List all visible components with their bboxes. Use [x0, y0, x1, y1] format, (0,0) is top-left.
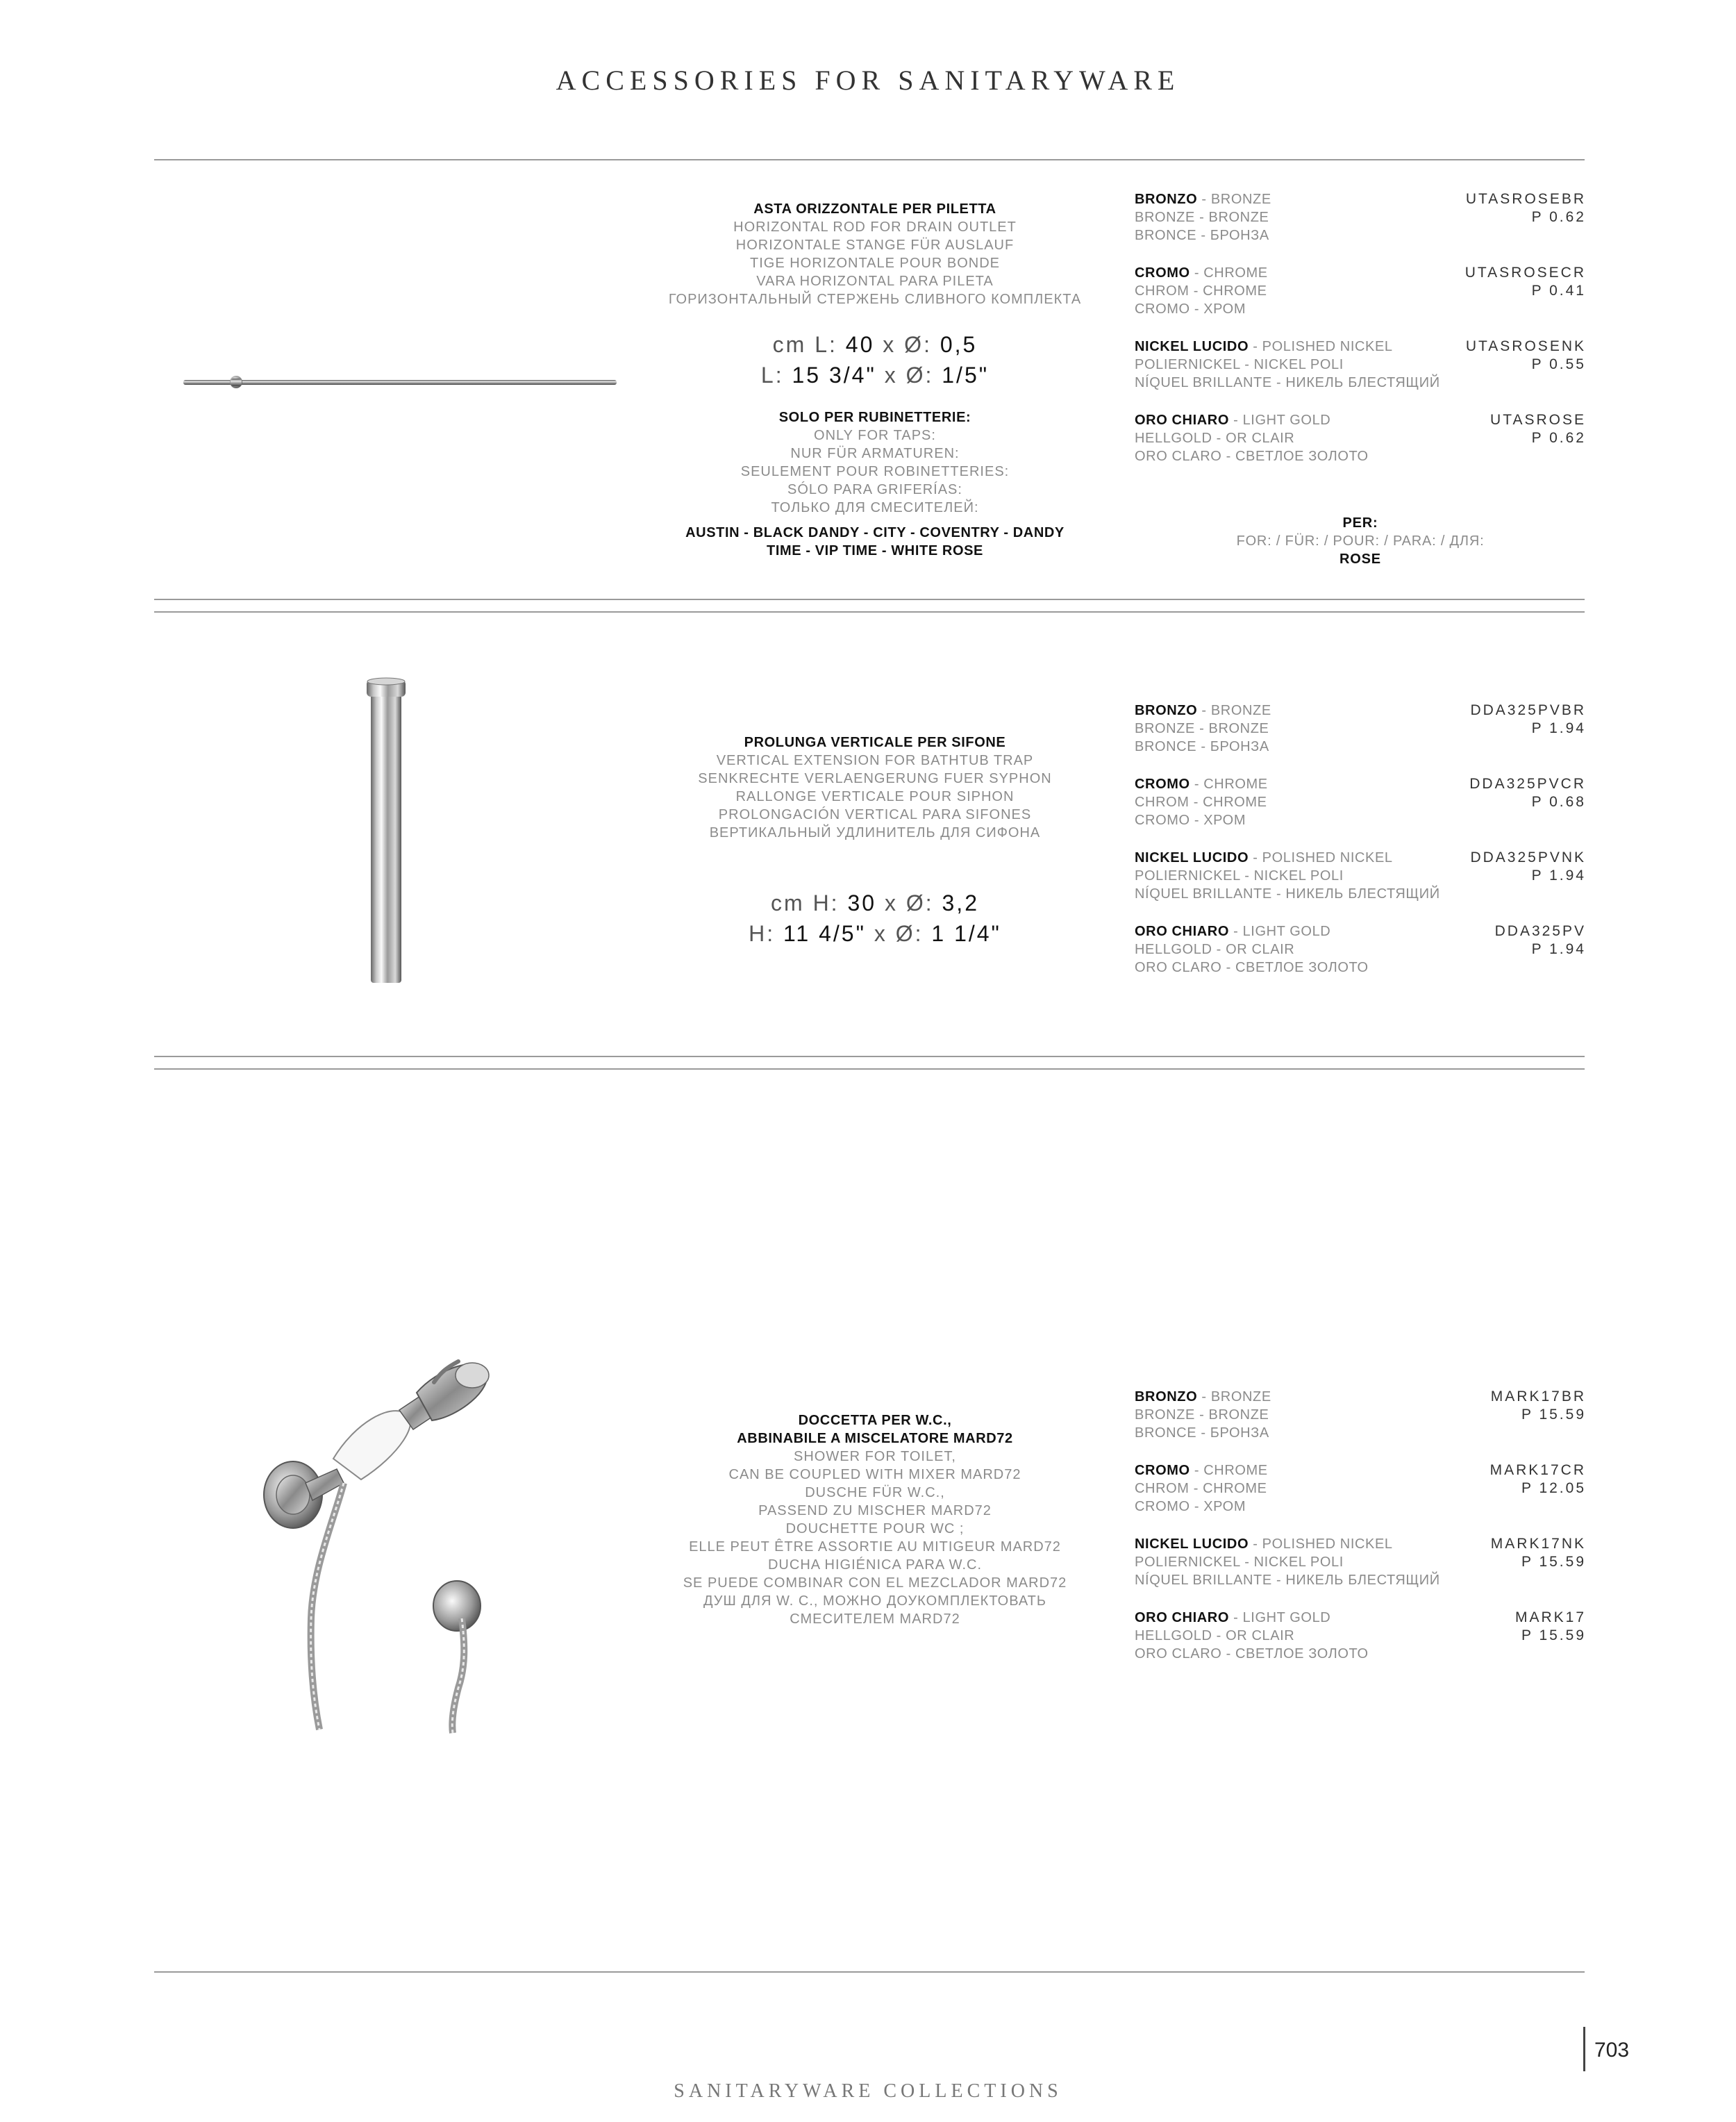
dims-value: 15 3/4" — [792, 363, 876, 388]
finish-translation: NÍQUEL BRILLANTE - НИКЕЛЬ БЛЕСТЯЩИЙ — [1135, 375, 1440, 390]
finish-row-bronze — [1135, 1388, 1586, 1461]
finish-translation: BRONCE - БРОНЗА — [1135, 1425, 1269, 1441]
page-title: ACCESSORIES FOR SANITARYWARE — [556, 65, 1180, 96]
dims-value: 11 4/5" — [783, 921, 866, 946]
finish-translation: ORO CLARO - СВЕТЛОЕ ЗОЛОТО — [1135, 449, 1369, 464]
product-dimensions — [639, 888, 1111, 949]
product-price: P 0.68 — [1531, 794, 1586, 810]
finish-translation: BRONZE - BRONZE — [1135, 210, 1269, 225]
product-code: UTASROSENK — [1465, 338, 1586, 354]
footer-collection: SANITARYWARE COLLECTIONS — [674, 2080, 1062, 2102]
finish-translation: HELLGOLD - OR CLAIR — [1135, 431, 1295, 446]
finish-name-translation: - LIGHT GOLD — [1229, 924, 1331, 939]
product-translation: VARA HORIZONTAL PARA PILETA — [756, 274, 994, 289]
product-code: DDA325PVNK — [1470, 849, 1586, 865]
product-title: DOCCETTA PER W.C., — [798, 1413, 952, 1428]
product-price: P 1.94 — [1531, 941, 1586, 957]
finish-name-translation: - POLISHED NICKEL — [1249, 850, 1393, 865]
finish-name-translation: - BRONZE — [1197, 1389, 1271, 1404]
product-translation: CAN BE COUPLED WITH MIXER MARD72 — [728, 1467, 1021, 1482]
product-code: MARK17CR — [1489, 1462, 1586, 1478]
finish-row-chrome — [1135, 775, 1586, 849]
finish-name-translation: - POLISHED NICKEL — [1249, 1536, 1393, 1552]
finish-name: BRONZO — [1135, 1389, 1198, 1404]
finish-list — [1135, 1388, 1586, 1682]
finish-translation: CROMO - ХРОМ — [1135, 813, 1246, 828]
finish-row-polished-nickel — [1135, 338, 1586, 411]
divider — [154, 1068, 1585, 1070]
product-price: P 15.59 — [1521, 1554, 1586, 1570]
finish-row-polished-nickel — [1135, 1535, 1586, 1609]
page-number: 703 — [1594, 2039, 1630, 2062]
product-code: MARK17NK — [1490, 1536, 1586, 1552]
dims-unit: cm H: — [771, 890, 840, 915]
horizontal-rod-image — [182, 368, 619, 396]
product-code: DDA325PVBR — [1470, 702, 1586, 718]
product-translation: DUCHA HIGIÉNICA PARA W.C. — [767, 1557, 983, 1573]
only-translation: NUR FÜR ARMATUREN: — [790, 446, 960, 461]
finish-list — [1135, 190, 1586, 485]
compatible-collections: AUSTIN - BLACK DANDY - CITY - COVENTRY - DANDY — [685, 525, 1065, 540]
finish-translation: BRONCE - БРОНЗА — [1135, 739, 1269, 754]
divider — [154, 159, 1585, 160]
finish-name-translation: - BRONZE — [1197, 192, 1271, 207]
product-price: P 15.59 — [1521, 1627, 1586, 1643]
finish-translation: POLIERNICKEL - NICKEL POLI — [1135, 357, 1344, 372]
product-title: ASTA ORIZZONTALE PER PILETTA — [753, 201, 996, 217]
finish-translation: POLIERNICKEL - NICKEL POLI — [1135, 1555, 1344, 1570]
finish-translation: HELLGOLD - OR CLAIR — [1135, 942, 1295, 957]
finish-name: ORO CHIARO — [1135, 1610, 1229, 1625]
finish-translation: BRONZE - BRONZE — [1135, 721, 1269, 736]
dims-value: 30 — [847, 890, 877, 915]
finish-translation: BRONZE - BRONZE — [1135, 1407, 1269, 1423]
toilet-shower-image — [250, 1341, 556, 1743]
only-title: SOLO PER RUBINETTERIE: — [778, 410, 971, 425]
finish-row-light-gold — [1135, 1609, 1586, 1682]
finish-row-bronze — [1135, 702, 1586, 775]
for-value: ROSE — [1339, 552, 1381, 567]
dims-x: x Ø: — [884, 890, 934, 915]
product-description — [639, 1411, 1111, 1628]
product-title: PROLUNGA VERTICALE PER SIFONE — [744, 735, 1006, 750]
finish-name: ORO CHIARO — [1135, 413, 1229, 428]
finish-name: CROMO — [1135, 1463, 1190, 1478]
product-price: P 0.62 — [1531, 209, 1586, 225]
product-code: MARK17BR — [1490, 1389, 1586, 1404]
only-translation: SEULEMENT POUR ROBINETTERIES: — [740, 464, 1010, 479]
finish-row-polished-nickel — [1135, 849, 1586, 922]
finish-translation: ORO CLARO - СВЕТЛОЕ ЗОЛОТО — [1135, 1646, 1369, 1661]
dims-value: 40 — [845, 332, 875, 357]
divider — [154, 1056, 1585, 1057]
product-translation: RALLONGE VERTICALE POUR SIPHON — [735, 789, 1015, 804]
product-translation: TIGE HORIZONTALE POUR BONDE — [750, 256, 1000, 271]
vertical-extension-image — [361, 677, 417, 990]
product-translation: ВЕРТИКАЛЬНЫЙ УДЛИНИТЕЛЬ ДЛЯ СИФОНА — [709, 825, 1041, 840]
product-translation: PASSEND ZU MISCHER MARD72 — [758, 1503, 992, 1518]
product-translation: ГОРИЗОНТАЛЬНЫЙ СТЕРЖЕНЬ СЛИВНОГО КОМПЛЕКТА — [668, 292, 1082, 307]
finish-name: CROMO — [1135, 777, 1190, 792]
finish-translation: CHROM - CHROME — [1135, 795, 1267, 810]
finish-row-bronze — [1135, 190, 1586, 264]
finish-list — [1135, 702, 1586, 996]
dims-value: 3,2 — [942, 890, 979, 915]
finish-name-translation: - CHROME — [1190, 1463, 1268, 1478]
dims-x: x Ø: — [874, 921, 924, 946]
finish-name-translation: - BRONZE — [1197, 703, 1271, 718]
product-translation: DUSCHE FÜR W.C., — [805, 1485, 945, 1500]
finish-name: ORO CHIARO — [1135, 924, 1229, 939]
finish-name-translation: - POLISHED NICKEL — [1249, 339, 1393, 354]
product-translation: SENKRECHTE VERLAENGERUNG FUER SYPHON — [698, 771, 1052, 786]
compatibility-note — [639, 408, 1111, 560]
product-translation: ДУШ ДЛЯ W. C., МОЖНО ДОУКОМПЛЕКТОВАТЬ — [703, 1593, 1046, 1609]
for-collection — [1135, 514, 1586, 568]
product-code: UTASROSEBR — [1465, 191, 1586, 207]
for-translations: FOR: / FÜR: / POUR: / PARA: / ДЛЯ: — [1236, 533, 1485, 549]
product-translation: VERTICAL EXTENSION FOR BATHTUB TRAP — [716, 753, 1034, 768]
page-number-divider — [1583, 2027, 1585, 2071]
finish-name: CROMO — [1135, 265, 1190, 281]
divider — [154, 599, 1585, 600]
product-description — [639, 200, 1111, 308]
finish-row-chrome — [1135, 264, 1586, 338]
product-code: DDA325PVCR — [1469, 776, 1586, 792]
for-label: PER: — [1342, 515, 1378, 531]
dims-unit: L: — [760, 363, 784, 388]
only-translation: ONLY FOR TAPS: — [814, 428, 936, 443]
product-price: P 1.94 — [1531, 720, 1586, 736]
finish-translation: HELLGOLD - OR CLAIR — [1135, 1628, 1295, 1643]
finish-name-translation: - CHROME — [1190, 777, 1268, 792]
product-translation: СМЕСИТЕЛЕМ MARD72 — [790, 1611, 960, 1627]
product-price: P 0.41 — [1531, 283, 1586, 299]
product-translation: SE PUEDE COMBINAR CON EL MEZCLADOR MARD72 — [683, 1575, 1067, 1591]
compatible-collections: TIME - VIP TIME - WHITE ROSE — [767, 543, 983, 558]
finish-name: NICKEL LUCIDO — [1135, 1536, 1249, 1552]
divider — [154, 1971, 1585, 1973]
finish-name-translation: - LIGHT GOLD — [1229, 1610, 1331, 1625]
product-price: P 1.94 — [1531, 868, 1586, 884]
dims-x: x Ø: — [883, 332, 932, 357]
product-code: DDA325PV — [1494, 923, 1586, 939]
dims-unit: H: — [749, 921, 776, 946]
finish-translation: NÍQUEL BRILLANTE - НИКЕЛЬ БЛЕСТЯЩИЙ — [1135, 1573, 1440, 1588]
product-price: P 12.05 — [1521, 1480, 1586, 1496]
finish-row-light-gold — [1135, 411, 1586, 485]
finish-translation: ORO CLARO - СВЕТЛОЕ ЗОЛОТО — [1135, 960, 1369, 975]
product-price: P 0.55 — [1531, 356, 1586, 372]
dims-value: 1/5" — [942, 363, 990, 388]
finish-translation: NÍQUEL BRILLANTE - НИКЕЛЬ БЛЕСТЯЩИЙ — [1135, 886, 1440, 902]
finish-row-light-gold — [1135, 922, 1586, 996]
finish-name: BRONZO — [1135, 192, 1198, 207]
product-code: UTASROSE — [1490, 412, 1586, 428]
product-code: UTASROSECR — [1464, 265, 1586, 281]
product-translation: HORIZONTALE STANGE FÜR AUSLAUF — [735, 238, 1015, 253]
finish-row-chrome — [1135, 1461, 1586, 1535]
product-price: P 0.62 — [1531, 430, 1586, 446]
product-description — [639, 733, 1111, 842]
product-translation: ELLE PEUT ÊTRE ASSORTIE AU MITIGEUR MARD72 — [689, 1539, 1061, 1555]
finish-name: BRONZO — [1135, 703, 1198, 718]
finish-translation: BRONCE - БРОНЗА — [1135, 228, 1269, 243]
product-title: ABBINABILE A MISCELATORE MARD72 — [737, 1431, 1013, 1446]
product-translation: SHOWER FOR TOILET, — [794, 1449, 956, 1464]
finish-translation: POLIERNICKEL - NICKEL POLI — [1135, 868, 1344, 884]
product-price: P 15.59 — [1521, 1407, 1586, 1423]
finish-name: NICKEL LUCIDO — [1135, 339, 1249, 354]
product-translation: DOUCHETTE POUR WC ; — [785, 1521, 965, 1536]
dims-value: 1 1/4" — [931, 921, 1001, 946]
product-code: MARK17 — [1514, 1609, 1586, 1625]
finish-name-translation: - CHROME — [1190, 265, 1268, 281]
only-translation: SÓLO PARA GRIFERÍAS: — [787, 482, 962, 497]
finish-translation: CROMO - ХРОМ — [1135, 301, 1246, 317]
only-translation: ТОЛЬКО ДЛЯ СМЕСИТЕЛЕЙ: — [771, 500, 979, 515]
finish-translation: CROMO - ХРОМ — [1135, 1499, 1246, 1514]
product-dimensions — [639, 329, 1111, 390]
finish-translation: CHROM - CHROME — [1135, 1481, 1267, 1496]
finish-name-translation: - LIGHT GOLD — [1229, 413, 1331, 428]
divider — [154, 611, 1585, 613]
dims-x: x Ø: — [884, 363, 934, 388]
product-translation: PROLONGACIÓN VERTICAL PARA SIFONES — [718, 807, 1032, 822]
product-translation: HORIZONTAL ROD FOR DRAIN OUTLET — [733, 219, 1017, 235]
finish-name: NICKEL LUCIDO — [1135, 850, 1249, 865]
dims-unit: cm L: — [772, 332, 837, 357]
finish-translation: CHROM - CHROME — [1135, 283, 1267, 299]
dims-value: 0,5 — [940, 332, 978, 357]
